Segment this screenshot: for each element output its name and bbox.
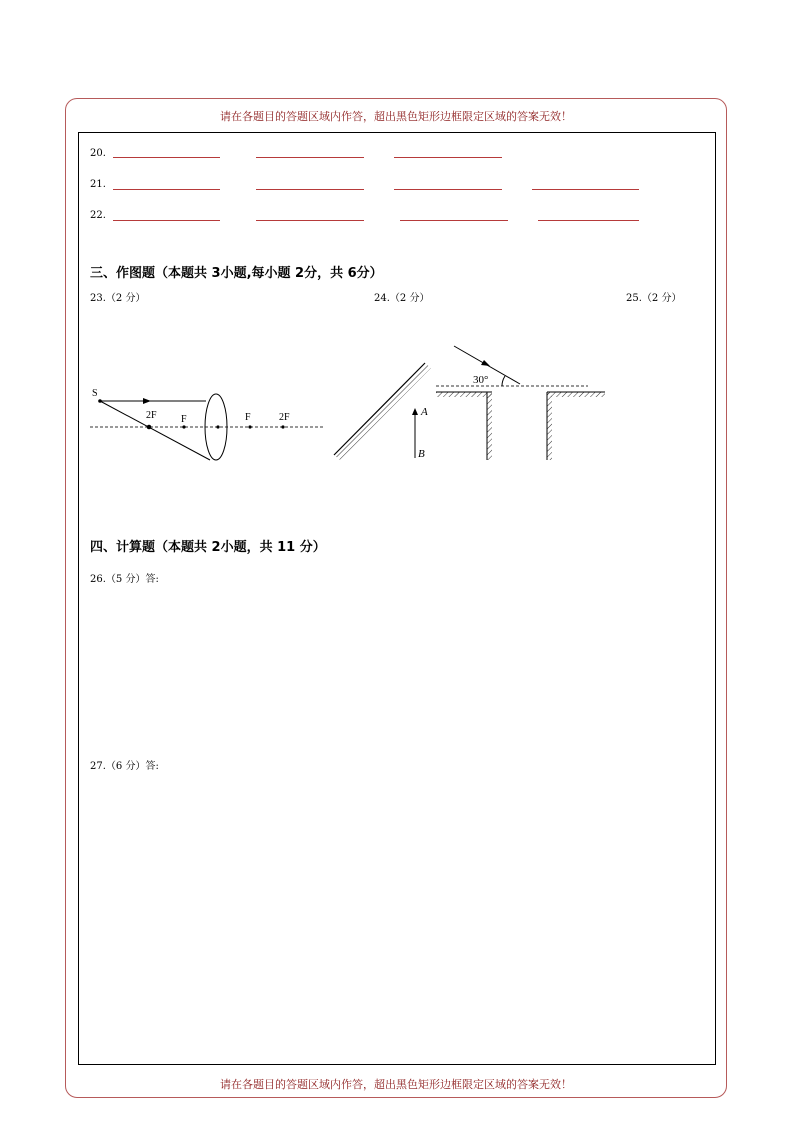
q27-label: 27.（6 分）答: bbox=[90, 761, 159, 772]
q23-label: 23.（2 分） bbox=[90, 293, 146, 304]
lens-diagram[interactable] bbox=[88, 380, 328, 470]
q26-answer-area[interactable] bbox=[90, 590, 705, 750]
incident-arrowhead bbox=[481, 360, 490, 366]
q20-blank-3[interactable] bbox=[394, 157, 502, 158]
q20-blank-2[interactable] bbox=[256, 157, 364, 158]
section4-title: 四、计算题（本题共 2小题，共 11 分） bbox=[90, 540, 326, 555]
q20-number: 20. bbox=[90, 148, 106, 159]
left-ledge-hatch bbox=[436, 392, 492, 397]
q22-blank-2[interactable] bbox=[256, 220, 364, 221]
q22-number: 22. bbox=[90, 210, 106, 221]
q21-blank-3[interactable] bbox=[394, 189, 502, 190]
plane-mirror-diagram[interactable] bbox=[325, 355, 440, 465]
angle-label: 30° bbox=[473, 374, 489, 386]
object-arrowhead bbox=[412, 408, 418, 415]
q24-label: 24.（2 分） bbox=[374, 293, 430, 304]
ray-arrow bbox=[143, 398, 151, 404]
q21-blank-2[interactable] bbox=[256, 189, 364, 190]
q22-blank-1[interactable] bbox=[113, 220, 220, 221]
q21-blank-4[interactable] bbox=[532, 189, 639, 190]
label-left-2f: 2F bbox=[146, 410, 157, 421]
right-ledge-hatch bbox=[547, 392, 605, 397]
top-notice: 请在各题目的答题区域内作答，超出黑色矩形边框限定区域的答案无效！ bbox=[220, 110, 572, 123]
label-s: S bbox=[92, 388, 98, 399]
q21-blank-1[interactable] bbox=[113, 189, 220, 190]
q25-label: 25.（2 分） bbox=[626, 293, 682, 304]
q26-label: 26.（5 分）答: bbox=[90, 574, 159, 585]
q21-number: 21. bbox=[90, 179, 106, 190]
q27-answer-area[interactable] bbox=[90, 777, 705, 1057]
q20-blank-1[interactable] bbox=[113, 157, 220, 158]
reflection-diagram[interactable] bbox=[432, 340, 612, 465]
source-point bbox=[98, 399, 102, 403]
label-left-f: F bbox=[181, 414, 187, 425]
label-right-f: F bbox=[245, 412, 251, 423]
q22-blank-4[interactable] bbox=[538, 220, 639, 221]
angle-arc bbox=[502, 376, 505, 386]
lens-center bbox=[216, 425, 219, 428]
label-b: B bbox=[418, 448, 425, 460]
right-wall-hatch bbox=[547, 392, 552, 460]
left-2f-point bbox=[147, 425, 152, 430]
right-f-point bbox=[248, 425, 251, 428]
bottom-notice: 请在各题目的答题区域内作答，超出黑色矩形边框限定区域的答案无效！ bbox=[220, 1078, 572, 1091]
q22-blank-3[interactable] bbox=[400, 220, 508, 221]
right-2f-point bbox=[281, 425, 284, 428]
label-right-2f: 2F bbox=[279, 412, 290, 423]
left-wall-hatch bbox=[487, 392, 492, 460]
mirror-surface bbox=[334, 363, 425, 455]
left-f-point bbox=[182, 425, 185, 428]
section3-title: 三、作图题（本题共 3小题,每小题 2分，共 6分） bbox=[90, 266, 383, 281]
label-a: A bbox=[421, 406, 428, 418]
